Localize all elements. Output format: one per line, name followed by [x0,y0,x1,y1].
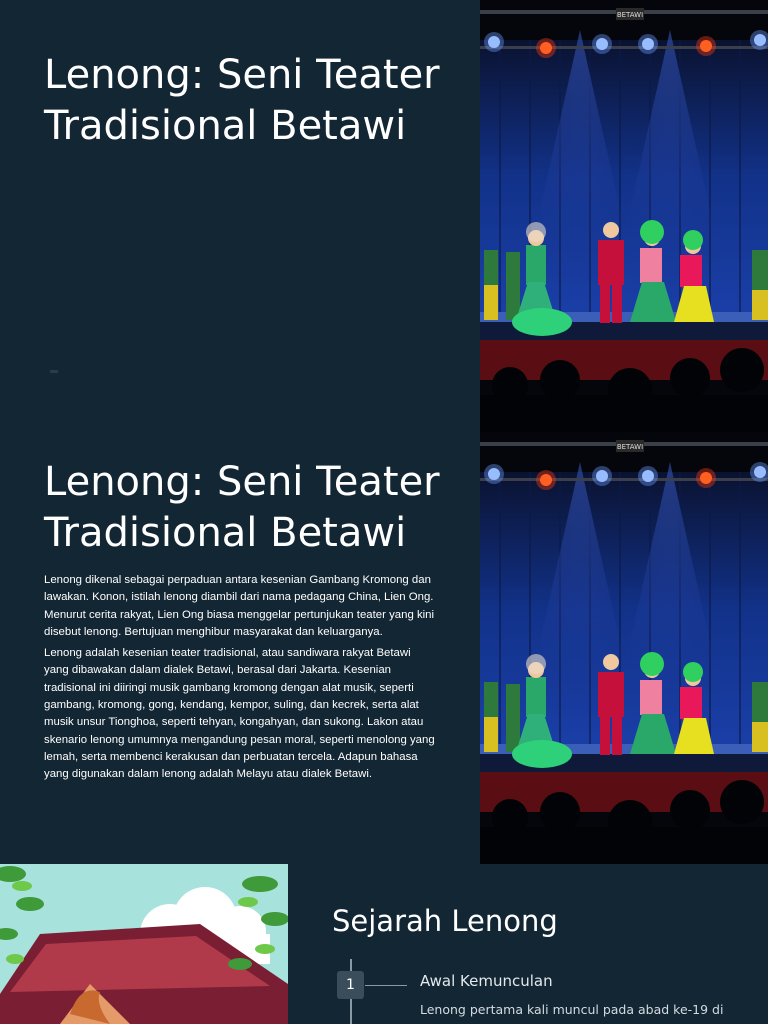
stage-photo [480,0,768,432]
illustration-house [0,864,288,1024]
stage-sign-text: BETAWI [616,443,644,451]
intro-paragraph-1: Lenong dikenal sebagai perpaduan antara kesenian Gambang Kromong dan lawakan. Konon, istilah lenong diambil dari nama pedagang China, Lien Ong. Menurut cerita rakyat, Lien Ong biasa menggelar pertunjukan teater yang kini disebut lenong. Bertujuan menghibur masyarakat dan keluarganya. [44,574,435,638]
step-description: Lenong pertama kali muncul pada abad ke-19 di [420,1002,724,1017]
slide-title-heading: Lenong: Seni Teater Tradisional Betawi [44,52,440,149]
intro-paragraph-2: Lenong adalah kesenian teater tradisional, atau sandiwara rakyat Betawi yang dibawakan dalam dialek Betawi, berasal dari Jakarta. Kesenian tradisional ini diiringi musik gambang kromong dengan alat musik, seperti gambang, kromong, gong, kendang, kempor, suling, dan kecrek, serta alat musik unsur Tionghoa, seperti tehyan, kongahyan, dan sukong. Lakon atau skenario lenong umumnya mengandung pesan moral, seperti menolong yang lemah, serta membenci kerakusan dan perbuatan tercela. Adapun bahasa yang digunakan dalam lenong adalah Melayu atau dialek Betawi. [44,647,435,781]
slide-history [0,864,768,1024]
section-title: Sejarah Lenong [332,904,558,938]
stage-sign-text: BETAWI [616,11,644,19]
decorative-dot [50,370,58,373]
slide-intro [0,432,768,864]
timeline-connector [365,985,407,986]
step-title: Awal Kemunculan [420,972,553,990]
stage-photo [480,432,768,864]
slide-intro-heading: Lenong: Seni Teater Tradisional Betawi [44,459,440,556]
slide-title [0,0,768,432]
step-number-badge: 1 [337,971,364,999]
intro-body [44,572,438,788]
